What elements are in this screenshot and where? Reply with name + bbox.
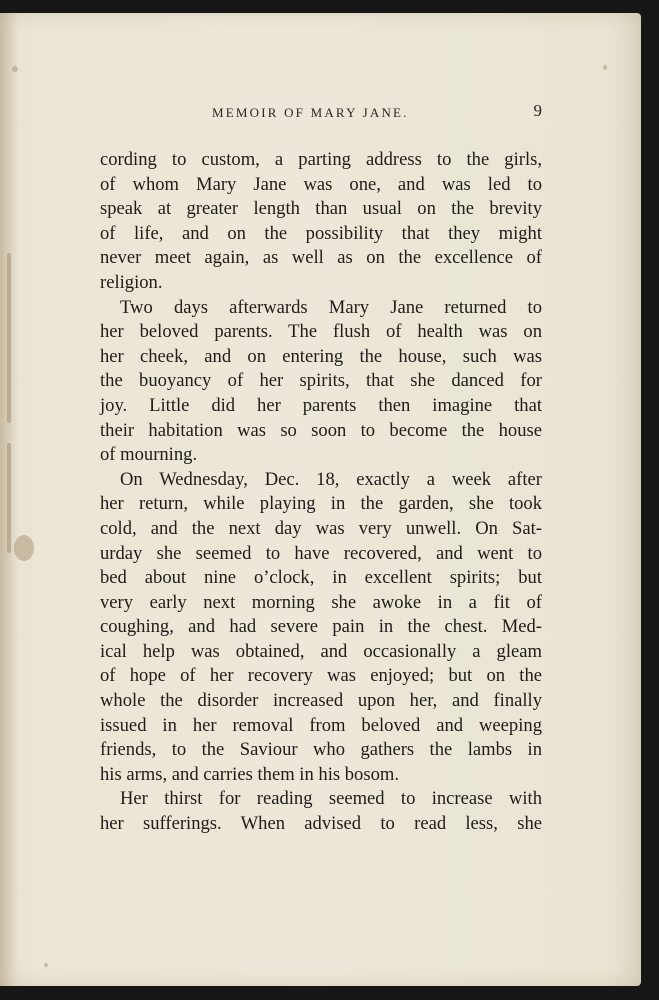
text-line: of hope of her recovery was enjoyed; but on the (100, 665, 542, 687)
paper-speck (44, 963, 48, 967)
text-line: her sufferings. When advised to read less, she (100, 813, 542, 835)
text-line: never meet again, as well as on the excellence of (100, 247, 542, 269)
binding-mark (7, 443, 11, 553)
text-line: religion. (100, 271, 163, 293)
text-line: cording to custom, a parting address to the girls, (100, 149, 542, 170)
paragraph (100, 787, 542, 836)
binding-mark (7, 253, 11, 423)
text-line: coughing, and had severe pain in the chest. Med- (100, 616, 542, 638)
text-line: issued in her removal from beloved and weeping (100, 714, 542, 736)
text-line: of life, and on the possibility that they might (100, 222, 542, 244)
running-head (100, 103, 542, 123)
text-line: cold, and the next day was very unwell. On Sat- (100, 517, 542, 539)
running-head-title: MEMOIR OF MARY JANE. (212, 105, 409, 120)
text-line: very early next morning she awoke in a fit of (100, 591, 542, 613)
text-line: their habitation was so soon to become the house (100, 419, 542, 441)
text-line: whole the disorder increased upon her, and finally (100, 690, 542, 712)
body-text (100, 148, 542, 837)
text-line: urday she seemed to have recovered, and went to (100, 542, 542, 564)
text-line: bed about nine o’clock, in excellent spirits; but (100, 567, 542, 589)
paper-stain (14, 535, 34, 561)
paragraph (100, 468, 542, 788)
paragraph (100, 148, 542, 296)
book-page (0, 13, 641, 986)
paper-speck (603, 65, 607, 70)
text-line: of mourning. (100, 444, 198, 466)
text-line: Her thirst for reading seemed to increase with (120, 788, 542, 810)
text-line: her cheek, and on entering the house, such was (100, 345, 542, 367)
text-line: Two days afterwards Mary Jane returned to (120, 296, 542, 318)
text-line: of whom Mary Jane was one, and was led to (100, 173, 542, 195)
text-line: friends, to the Saviour who gathers the lambs in (100, 739, 542, 761)
text-line: speak at greater length than usual on the brevity (100, 198, 542, 220)
text-line: her return, while playing in the garden, she took (100, 493, 542, 515)
paragraph (100, 296, 542, 468)
text-line: On Wednesday, Dec. 18, exactly a week after (120, 468, 542, 490)
text-line: her beloved parents. The flush of health was on (100, 321, 542, 343)
text-line: joy. Little did her parents then imagine that (100, 394, 542, 416)
page-number: 9 (533, 101, 542, 120)
text-line: ical help was obtained, and occasionally a gleam (100, 640, 542, 662)
text-line: the buoyancy of her spirits, that she danced for (100, 370, 542, 392)
paper-speck (12, 66, 18, 72)
text-line: his arms, and carries them in his bosom. (100, 763, 399, 785)
